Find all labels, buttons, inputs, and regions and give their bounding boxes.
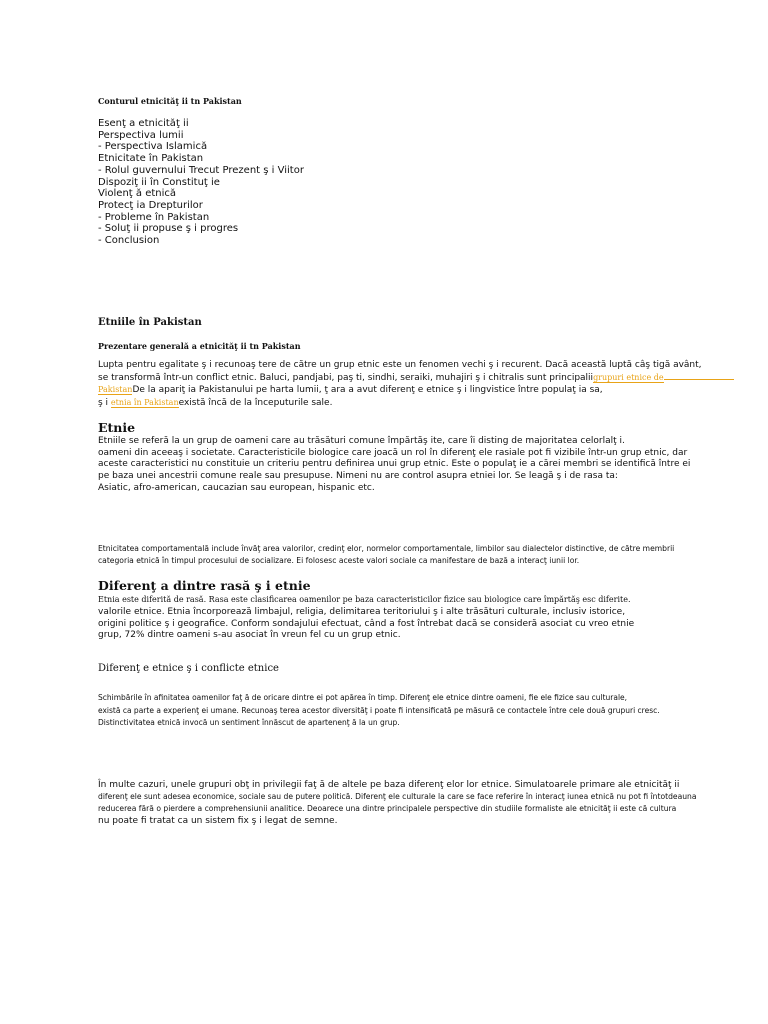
paragraph-line: oameni din aceeaş i societate. Caracteristicile biologice care joacă un rol în diferenţ ele rasiale pot fi vizibile într-un grup etnic, dar [98, 447, 688, 458]
toc-item: Violenţ ă etnică [98, 188, 177, 200]
paragraph-line [98, 372, 734, 385]
toc-item: - Perspectiva Islamică [98, 141, 208, 153]
paragraph-line: valorile etnice. Etnia încorporează limbajul, religia, delimitarea teritoriului ş i alte trăsături culturale, inclusiv istorice, [98, 607, 626, 617]
paragraph-text: există încă de la începuturile sale. [178, 398, 333, 409]
paragraph-line: pe baza unei ancestrii comune reale sau presupuse. Nimeni nu are control asupra etniei lor. Se leagă ş i de rasa ta: [98, 471, 618, 482]
toc-item: Etnicitate în Pakistan [98, 153, 204, 165]
section-heading-diferente-etnice: Diferenţ e etnice ş i conflicte etnice [98, 663, 279, 674]
paragraph-line: Lupta pentru egalitate ş i recunoaş tere de către un grup etnic este un fenomen vechi ş i recurent. Dacă această luptă câş tigă avânt, [98, 360, 702, 370]
paragraph-text: De la apariţ ia Pakistanului pe harta lumii, ţ ara a avut diferenţ e etnice ş i lingvistice între populaţ ia sa, [132, 385, 603, 396]
paragraph-etnicitatea-comportamentala [98, 543, 674, 568]
toc-item: Perspectiva lumii [98, 129, 184, 141]
toc-item: - Probleme în Pakistan [98, 211, 210, 223]
section-heading-etnie: Etnie [98, 420, 136, 435]
paragraph-line: grup, 72% dintre oameni s-au asociat în vreun fel cu un grup etnic. [98, 630, 401, 641]
section-subheading-overview: Prezentare generală a etnicităţ ii tn Pakistan [98, 341, 301, 351]
section-heading-diferenta: Diferenţ a dintre rasă ş i etnie [98, 578, 311, 593]
paragraph-rasa-etnie [98, 607, 634, 642]
paragraph-privilegii [98, 779, 697, 827]
toc-item: - Rolul guvernului Trecut Prezent ş i Viitor [98, 164, 304, 176]
paragraph-text: ş i [98, 398, 111, 409]
paragraph-line: Asiatic, afro-american, caucazian sau european, hispanic etc. [98, 482, 375, 493]
paragraph-line: există ca parte a experienţ ei umane. Recunoaş terea acestor diversităţ i poate fi intensificată pe măsură ce contactele între cele două grupuri cresc. [98, 705, 660, 715]
toc-item: - Conclusion [98, 235, 160, 247]
paragraph-line: diferenţ ele sunt adesea economice, sociale sau de putere politică. Diferenţ ele culturale la care se face referire în interacţ iunea etnică nu pot fi întotdeauna [98, 792, 697, 801]
link-underline [664, 372, 734, 380]
paragraph-schimbarile [98, 692, 660, 730]
toc-item: Esenţ a etnicităţ ii [98, 118, 189, 129]
paragraph-line: În multe cazuri, unele grupuri obţ in privilegii faţ ă de altele pe baza diferenţ elor lor etnice. Simulatoarele primare ale etnicităţ ii [98, 780, 680, 790]
link-etnia-in-pakistan[interactable]: etnia în Pakistan [110, 398, 179, 408]
toc-item: - Soluţ ii propuse ş i progres [98, 223, 239, 235]
paragraph-etnie [98, 436, 690, 495]
paragraph-line: Etnicitatea comportamentală include învăţ area valorilor, credinţ elor, normelor comportamentale, limbilor sau dialectelor distinctive, de către membrii [98, 544, 675, 553]
document-title: Conturul etnicităţ ii tn Pakistan [98, 96, 242, 106]
paragraph-line: categoria etnică în timpul procesului de socializare. Ei folosesc aceste valori sociale ca manifestare de bază a interacţ iunii lor. [98, 556, 580, 566]
paragraph-line: Distinctivitatea etnică invocă un sentiment înnăscut de apartenenţ ă la un grup. [98, 718, 400, 727]
paragraph-line [98, 397, 734, 410]
paragraph-line: Etniile se referă la un grup de oameni care au trăsături comune împărtăş ite, care îi disting de majoritatea celorlalţ i. [98, 436, 625, 446]
toc-item: Protecţ ia Drepturilor [98, 199, 203, 211]
paragraph-line: reducerea fără o pierdere a comprehensiunii analitice. Deoarece una dintre principalele perspective din studiile formaliste ale etnicităţ ii este că cultura [98, 804, 677, 813]
link-grupuri-etnice[interactable]: grupuri etnice de [593, 372, 664, 382]
table-of-contents [98, 118, 304, 247]
paragraph-line [98, 384, 734, 397]
toc-item: Dispoziţ ii în Constituţ ie [98, 176, 220, 188]
paragraph-line: origini politice ş i geografice. Conform sondajului efectuat, când a fost întrebat dacă se consideră asociat cu vreo etnie [98, 618, 635, 629]
paragraph-line: aceste caracteristici nu constituie un criteriu pentru definirea unui grup etnic. Este o populaţ ie a cărei membri se identifică între ei [98, 459, 691, 470]
link-pakistan[interactable]: Pakistan [98, 385, 133, 395]
paragraph-line: Schimbările în afinitatea oamenilor faţ ă de oricare dintre ei pot apărea în timp. Diferenţ ele etnice dintre oameni, fie ele fizice sau culturale, [98, 693, 628, 702]
paragraph-lupta [98, 360, 734, 410]
section-heading-etniile: Etniile în Pakistan [98, 317, 202, 328]
paragraph-line: nu poate fi tratat ca un sistem fix ş i legat de semne. [98, 816, 338, 826]
paragraph-text: se transformă într-un conflict etnic. Baluci, pandjabi, paş ti, sindhi, seraiki, muhajiri ş i chitralis sunt principalii [98, 372, 594, 383]
paragraph-serif-line: Etnia este diferită de rasă. Rasa este clasificarea oamenilor pe baza caracteristicilor fizice sau biologice care împărtăş esc diferite. [98, 595, 631, 604]
